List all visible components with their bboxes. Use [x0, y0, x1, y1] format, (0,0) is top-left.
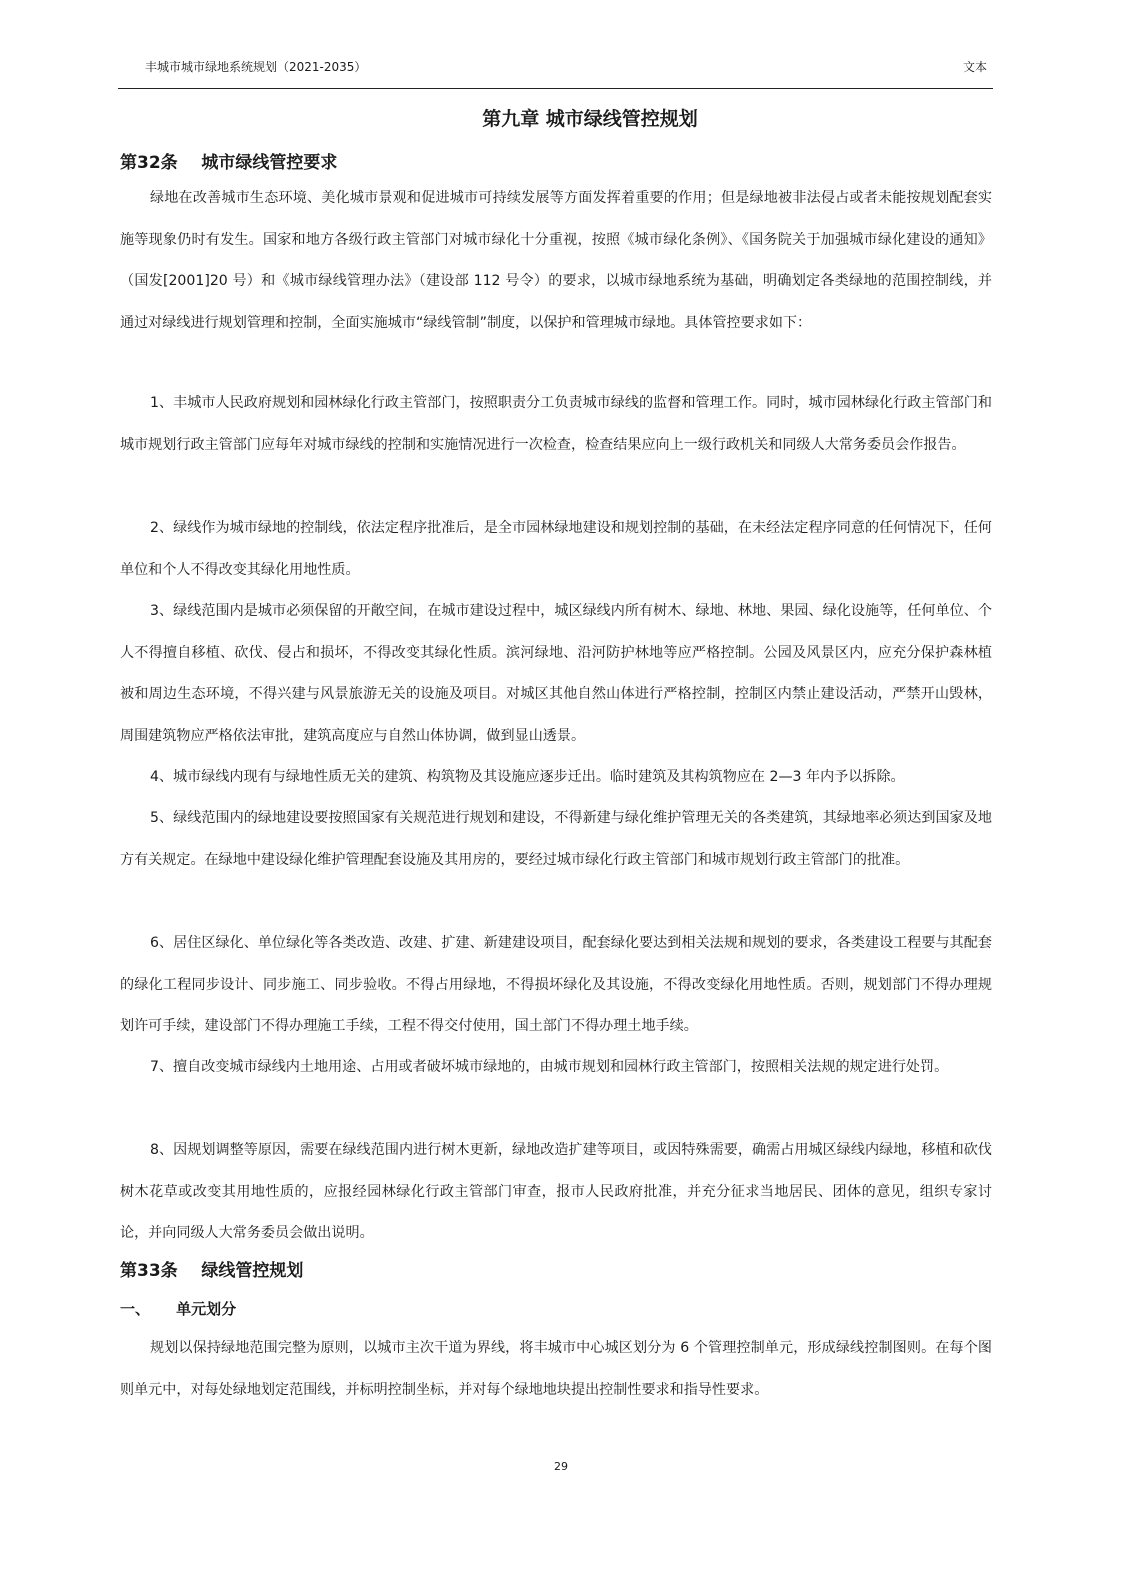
article-33-subsection-1-text: 规划以保持绿地范围完整为原则，以城市主次干道为界线，将丰城市中心城区划分为 6 个管理控制单元，形成绿线控制图则。在每个图则单元中，对每处绿地划定范围线，并标明控制坐标，并对每个绿地地块提出控制性要求和指导性要求。 [120, 1340, 992, 1398]
article-32-title: 第32条 城市绿线管控要求 [120, 153, 338, 173]
article-32-item-4: 4、城市绿线内现有与绿地性质无关的建筑、构筑物及其设施应逐步迁出。临时建筑及其构筑物应在 2—3 年内予以拆除。 [150, 769, 905, 785]
article-32-item-3: 3、绿线范围内是城市必须保留的开敞空间，在城市建设过程中，城区绿线内所有树木、绿地、林地、果园、绿化设施等，任何单位、个人不得擅自移植、砍伐、侵占和损坏，不得改变其绿化性质。滨河绿地、沿河防护林地等应严格控制。公园及风景区内，应充分保护森林植被和周边生态环境，不得兴建与风景旅游无关的设施及项目。对城区其他自然山体进行严格控制，控制区内禁止建设活动，严禁开山毁林，周围建筑物应严格依法审批，建筑高度应与自然山体协调，做到显山透景。 [120, 603, 992, 744]
article-32-item-5: 5、绿线范围内的绿地建设要按照国家有关规范进行规划和建设，不得新建与绿化维护管理无关的各类建筑，其绿地率必须达到国家及地方有关规定。在绿地中建设绿化维护管理配套设施及其用房的，要经过城市绿化行政主管部门和城市规划行政主管部门的批准。 [120, 810, 992, 868]
page-number: 29 [554, 1460, 568, 1473]
article-32-item-7: 7、擅自改变城市绿线内土地用途、占用或者破坏城市绿地的，由城市规划和园林行政主管部门，按照相关法规的规定进行处罚。 [150, 1059, 949, 1075]
article-32-item-2: 2、绿线作为城市绿地的控制线，依法定程序批准后，是全市园林绿地建设和规划控制的基础，在未经法定程序同意的任何情况下，任何单位和个人不得改变其绿化用地性质。 [120, 520, 992, 578]
article-32-item-8: 8、因规划调整等原因，需要在绿线范围内进行树木更新，绿地改造扩建等项目，或因特殊需要，确需占用城区绿线内绿地，移植和砍伐树木花草或改变其用地性质的，应报经园林绿化行政主管部门审查，报市人民政府批准，并充分征求当地居民、团体的意见，组织专家讨论，并向同级人大常务委员会做出说明。 [120, 1142, 992, 1242]
article-33-subsection-1-title: 一、 单元划分 [120, 1300, 237, 1318]
article-33-title: 第33条 绿线管控规划 [120, 1261, 304, 1281]
header-doc-title: 丰城市城市绿地系统规划（2021-2035） [145, 60, 367, 74]
article-32-item-6: 6、居住区绿化、单位绿化等各类改造、改建、扩建、新建建设项目，配套绿化要达到相关法规和规划的要求，各类建设工程要与其配套的绿化工程同步设计、同步施工、同步验收。不得占用绿地，不得损坏绿化及其设施，不得改变绿化用地性质。否则，规划部门不得办理规划许可手续，建设部门不得办理施工手续，工程不得交付使用，国土部门不得办理土地手续。 [120, 935, 992, 1035]
article-32-item-1: 1、丰城市人民政府规划和园林绿化行政主管部门，按照职责分工负责城市绿线的监督和管理工作。同时，城市园林绿化行政主管部门和城市规划行政主管部门应每年对城市绿线的控制和实施情况进行一次检查，检查结果应向上一级行政机关和同级人大常务委员会作报告。 [120, 395, 992, 453]
header-divider [118, 88, 993, 89]
header-doc-type: 文本 [963, 60, 988, 74]
chapter-title: 第九章 城市绿线管控规划 [482, 108, 698, 130]
article-32-intro: 绿地在改善城市生态环境、美化城市景观和促进城市可持续发展等方面发挥着重要的作用；但是绿地被非法侵占或者未能按规划配套实施等现象仍时有发生。国家和地方各级行政主管部门对城市绿化十分重视，按照《城市绿化条例》、《国务院关于加强城市绿化建设的通知》（国发[2001]20 号）和《城市绿线管理办法》（建设部 112 号令）的要求，以城市绿地系统为基础，明确划定各类绿地的范围控制线，并通过对绿线进行规划管理和控制，全面实施城市“绿线管制”制度，以保护和管理城市绿地。具体管控要求如下： [120, 190, 992, 331]
